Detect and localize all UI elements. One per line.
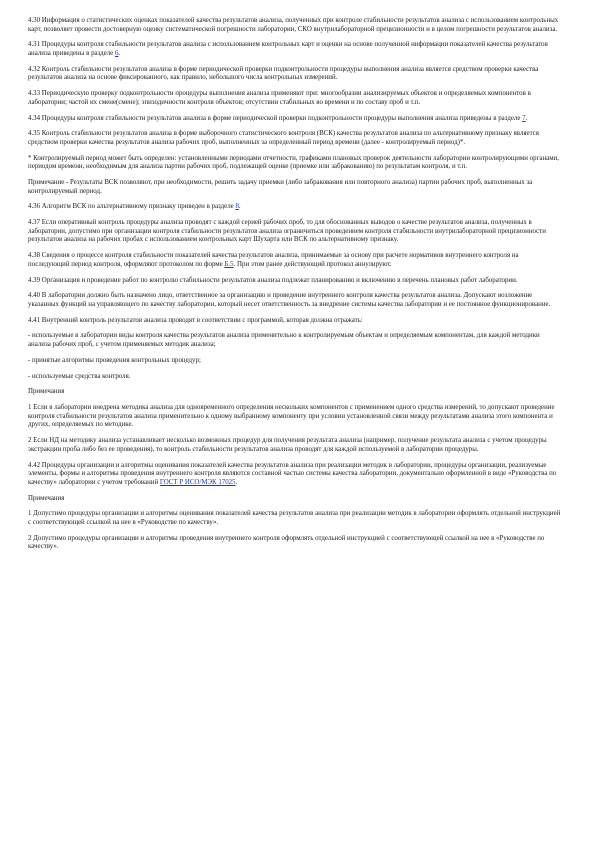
paragraph-text: 4.31 Процедуры контроля стабильности результатов анализа с использованием контрольных карт и оценки на основе полученной информации показателей качества результатов анализа приведены в разделе	[28, 41, 548, 57]
reference-link[interactable]: 8	[235, 203, 239, 211]
paragraph-p436	[28, 203, 561, 212]
paragraph-text: - используемые в лаборатории виды контроля качества результатов анализа применительно к контролируемым объектам и определяемым компонентам, для каждой методики анализа рабочих проб, с учетом применяемых методик анализа;	[28, 332, 540, 349]
reference-link[interactable]: 7	[522, 114, 526, 122]
paragraph-n2	[28, 437, 561, 454]
paragraph-text: .	[238, 203, 241, 211]
paragraph-p442	[28, 462, 561, 488]
paragraph-text: 4.38 Сведения о процессе контроля стабильности показателей качества результатов анализа, принимаемые за основу при расчете нормативов внутреннего контроля на последующий период контроля, оформляют протоколом по форме	[28, 252, 519, 268]
paragraph-p440	[28, 292, 561, 309]
reference-link[interactable]: 6	[114, 49, 119, 57]
paragraph-p441	[28, 317, 561, 326]
reference-link[interactable]: Б.5	[224, 260, 234, 268]
paragraph-text: * Контролируемый период может быть определен: установленными периодами отчетности, графиками плановых проверок деятельности лаборатории контролирующими органами, периодом времени, необходимым для анализа партии рабочих проб, подлежащей оценке (приемке или забракованию) по результатам контроля, и т.п.	[28, 154, 559, 171]
paragraph-text: .	[235, 478, 238, 486]
paragraph-n1	[28, 404, 561, 430]
paragraph-p437	[28, 219, 561, 245]
paragraph-p438	[28, 252, 561, 269]
paragraph-d1	[28, 332, 561, 349]
paragraph-d3	[28, 373, 561, 382]
paragraph-text: 4.39 Организация и проведение работ по контролю стабильности результатов анализа подлежат планированию и включению в перечень плановых работ лаборатории.	[28, 276, 518, 284]
paragraph-text: .	[525, 114, 528, 122]
paragraph-text: 4.33 Периодическую проверку подконтрольности процедуры выполнения анализа применяют при: многообразии анализируемых объектов и определяемых компонентов в лаборатории; частой их смене(смене); эпизодичности контроля объектов; отсутствии стабильных во времени и по составу проб и т.п.	[28, 90, 531, 106]
paragraph-text: 2 Если НД на методику анализа устанавливает несколько возможных процедур для получения результата анализа (например, получение результата анализа с учетом процедуры экстракции проба либо без ее проведения), то контроль стабильности результатов анализа проводят для каждой используемой в лаборатории процедуры.	[28, 437, 547, 453]
paragraph-note1	[28, 179, 561, 196]
paragraph-n4	[28, 535, 561, 552]
document-body	[28, 17, 561, 552]
paragraph-text: 4.30 Информация о статистических оценках показателей качества результатов анализа, полученных при контроле стабильности результатов анализа с использованием контрольных карт, позволяет провести достоверную оценку систематической погрешности лаборатории, СКО внутрилабораторной прецизионности и в целом погрешности результатов анализа.	[28, 17, 559, 33]
paragraph-text: 4.36 Алгоритм ВСК по альтернативному признаку приведен в разделе	[28, 203, 236, 211]
paragraph-nh2	[28, 495, 561, 504]
paragraph-p433	[28, 90, 561, 107]
paragraph-text: Примечание - Результаты ВСК позволяют, при необходимости, решить задачу приемки (либо забракования или повторного анализа) партии рабочих проб, выполненных за контролируемый период.	[28, 179, 533, 195]
paragraph-text: 1 Допустимо процедуры организации и алгоритмы оценивания показателей качества результатов анализа при реализации методик в лаборатории оформлять отдельной инструкцией с соответствующей ссылкой на нее в «Руководстве по качеству».	[28, 510, 561, 526]
paragraph-text: 4.40 В лаборатории должно быть назначено лицо, ответственное за организацию и проведение внутреннего контроля качества результатов анализа. Допускают возложение указанных функций на управляющего по качеству лаборатории, который несет ответственность за внедрение системы качества лаборатории и ее постоянное функционирование.	[28, 292, 551, 308]
reference-link[interactable]: ГОСТ Р ИСО/МЭК 17025	[159, 478, 236, 486]
paragraph-text: 2 Допустимо процедуры организации и алгоритмы проведения внутреннего контроля оформлять отдельной инструкцией с соответствующей ссылкой на нее в «Руководстве по качеству».	[28, 534, 545, 551]
paragraph-d2	[28, 357, 561, 366]
paragraph-p431	[28, 41, 561, 58]
paragraph-text: Примечания	[28, 494, 65, 502]
paragraph-p439	[28, 277, 561, 286]
paragraph-text: Примечания	[28, 388, 65, 396]
paragraph-text: 1 Если в лаборатории внедрена методика анализа для одновременного определения нескольких компонентов с применением одного средства измерений, то допускают проведение контроля стабильности результатов анализа применительно к одному выбранному компоненту при условии установленной связи между результатами анализа этого компонента и других, определяемых по методике.	[28, 404, 555, 429]
paragraph-text: . При этом ранее действующий протокол аннулируют.	[233, 260, 392, 268]
paragraph-text: 4.34 Процедуры контроля стабильности результатов анализа в форме периодической проверки подконтрольности процедуры выполнения анализа приведены в разделе	[28, 114, 523, 122]
paragraph-p432	[28, 66, 561, 83]
paragraph-text: - принятые алгоритмы проведения контрольных процедур;	[28, 356, 201, 364]
paragraph-text: 4.42 Процедуры организации и алгоритмы оценивания показателей качества результатов анализа при реализации методик в лаборатории, процедуры организации, реализуемые элементы, формы и алгоритмы проведения внутреннего контроля являются составной частью системы качества лаборатории, документально оформленной в виде «Руководства по качеству» лаборатории с учетом требований	[28, 461, 557, 486]
paragraph-nh1	[28, 388, 561, 397]
paragraph-p430	[28, 17, 561, 34]
paragraph-p435	[28, 130, 561, 147]
paragraph-fn	[28, 155, 561, 172]
paragraph-text: 4.35 Контроль стабильности результатов анализа в форме выборочного статистического контроля (ВСК) качества результатов анализа по альтернативному признаку является средством проверки качества результатов анализа рабочих проб, выполненных за определенный период времени (далее - контролируемый период)*.	[28, 130, 539, 146]
paragraph-p434	[28, 115, 561, 124]
paragraph-text: - используемые средства контроля.	[28, 372, 131, 380]
paragraph-text: 4.32 Контроль стабильности результатов анализа в форме периодической проверки подконтрольности процедуры выполнения анализа является средством проверки качества результатов анализа на основе фиксированного, как правило, небольшого числа контрольных измерений.	[28, 65, 539, 82]
paragraph-text: .	[118, 49, 121, 57]
paragraph-text: 4.41 Внутренний контроль результатов анализа проводят в соответствии с программой, которая должна отражать:	[28, 316, 363, 324]
paragraph-text: 4.37 Если оперативный контроль процедуры анализа проводят с каждой серией рабочих проб, то для обоснованных выводов о качестве результатов анализа, полученных в лаборатории, допустимо при организации контроля стабильности результатов анализа ограничиться проведением контроля стабильности внутрилабораторной прецизионности результатов анализа на рабочих пробах с использованием контрольных карт Шухарта или ВСК по альтернативному признаку.	[28, 219, 546, 244]
paragraph-n3	[28, 510, 561, 527]
